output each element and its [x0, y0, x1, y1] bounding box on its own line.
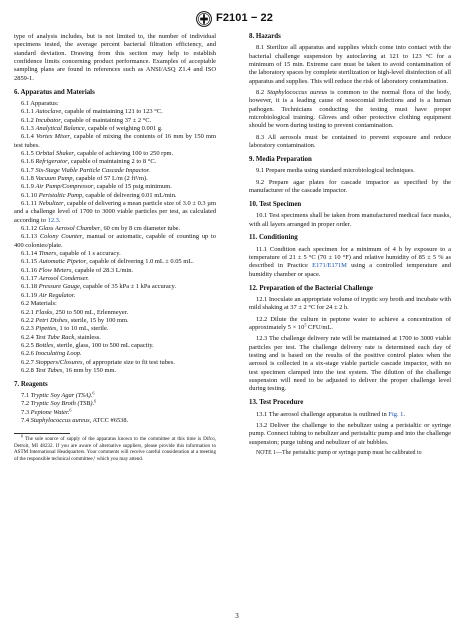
page-number: 3: [235, 612, 239, 620]
practice-e171-link[interactable]: E171/E171M: [312, 262, 347, 270]
clause-6-1-17: 6.1.17 Aerosol Condenser.: [21, 275, 89, 283]
clause-6-1-1: 6.1.1 Autoclave, capable of maintaining 121 to 123 °C.: [21, 108, 163, 116]
clause-6-1-14: 6.1.14 Timers, capable of 1 s accuracy.: [21, 250, 121, 258]
clause-8-2: 8.2 Staphylococcus aureus is common to the normal flora of the body, however, it is a leading cause of nosocomial infections and is a human pathogen. Technicians conducting the testing must have proper microbiological training. Gloves and other protective clothing equipment should be worn during testing to prevent contamination.: [249, 89, 452, 130]
section-13-heading: 13. Test Procedure: [249, 399, 304, 407]
clause-13-2: 13.2 Deliver the challenge to the nebulizer using a peristaltic or syringe pump. Connect tubing to nebulizer and peristaltic pump and into the challenge suspension; purge tubing and nebulizer of air bubbles.: [249, 421, 452, 446]
note-1: NOTE 1—The peristaltic pump or syringe pump must be calibrated to: [256, 449, 422, 456]
document-designation: F2101 − 22: [216, 12, 273, 24]
clause-6-1: 6.1 Apparatus:: [21, 99, 59, 107]
clause-12-3: 12.3 The challenge delivery rate will be maintained at 1700 to 3000 viable particles per test. The challenge delivery rate is determined each day of testing and is based on the results of the positive control plates when the aerosol is collected in a six-stage viable particle cascade impactor, with no test specimen clamped into the test system. The dilution of the challenge suspension will need to be adjusted to deliver the proper challenge level during testing.: [249, 335, 451, 393]
clause-6-2-3: 6.2.3 Pipettes, 1 to 10 mL, sterile.: [21, 325, 109, 333]
section-11-heading: 11. Conditioning: [249, 234, 298, 242]
clause-6-1-2: 6.1.2 Incubator, capable of maintaining 37 ± 2 °C.: [21, 116, 152, 124]
clause-6-1-4: 6.1.4 Vortex Mixer, capable of mixing the contents of 16 mm by 150 mm test tubes.: [14, 133, 216, 149]
astm-logo-icon: [196, 11, 212, 27]
right-column: [249, 33, 451, 458]
clause-6-1-3: 6.1.3 Analytical Balance, capable of weighing 0.001 g.: [21, 124, 163, 132]
clause-6-1-7: 6.1.7 Six-Stage Viable Particle Cascade Impactor.: [21, 166, 150, 174]
clause-6-1-16: 6.1.16 Flow Meters, capable of 28.3 L/min.: [21, 266, 134, 274]
clause-6-2-8: 6.2.8 Test Tubes, 16 mm by 150 mm.: [21, 366, 117, 374]
section-10-heading: 10. Test Specimen: [249, 200, 302, 208]
clause-11-1: 11.1 Condition each specimen for a minimum of 4 h by exposure to a temperature of 21 ± 5 °C (70 ± 10 °F) and relative humidity of 85 ± 5 % as described in Practice E171/E171M using a controlled temperature and humidity chamber or space.: [249, 245, 451, 278]
clause-6-2-5: 6.2.5 Bottles, sterile, glass, 100 to 500 mL capacity.: [21, 341, 154, 349]
clause-6-1-5: 6.1.5 Orbital Shaker, capable of achieving 100 to 250 rpm.: [21, 149, 174, 157]
clause-6-1-19: 6.1.19 Air Regulator.: [21, 291, 76, 299]
section-7-heading: 7. Reagents: [14, 380, 48, 388]
clause-7-1: 7.1 Tryptic Soy Agar (TSA).$^6$: [21, 390, 95, 400]
clause-12-2: 12.2 Dilute the culture in peptone water to achieve a concentration of approximately $5 \times 10^5$ CFU/mL.: [249, 315, 451, 331]
figure-1-link[interactable]: Fig. 1: [388, 410, 404, 418]
page-header: [0, 10, 474, 30]
clause-6-1-13: 6.1.13 Colony Counter, manual or automatic, capable of counting up to 400 colonies/plate.: [14, 233, 217, 249]
clause-8-3: 8.3 All aerosols must be contained to prevent exposure and reduce laboratory contamination.: [249, 133, 451, 150]
section-8-heading: 8. Hazards: [249, 33, 281, 40]
clause-12-1: 12.1 Inoculate an appropriate volume of tryptic soy broth and incubate with mild shaking at 37 ± 2 °C for 24 ± 2 h.: [249, 295, 451, 312]
clause-6-1-8: 6.1.8 Vacuum Pump, capable of 57 L/m (2 ft³/m).: [21, 175, 148, 182]
clause-6-2-2: 6.2.2 Petri Dishes, sterile, 15 by 100 mm.: [21, 316, 129, 324]
clause-6-2-4: 6.2.4 Test Tube Rack, stainless.: [21, 333, 101, 341]
section-6-heading: 6. Apparatus and Materials: [14, 88, 95, 96]
section-9-heading: 9. Media Preparation: [249, 155, 312, 163]
intro-paragraph: type of analysis includes, but is not limited to, the number of individual specimens tested, the average percent bacterial filtration efficiency, and standard deviation. Drawing from this section may help to establish confidence limits concerning product performance. Examples of acceptable sampling plans are found in references such as ANSI/ASQ Z1.4 and ISO 2859-1.: [14, 33, 216, 82]
clause-6-1-9: 6.1.9 Air Pump/Compressor, capable of 15 psig minimum.: [21, 183, 172, 191]
clause-8-1: 8.1 Sterilize all apparatus and supplies which come into contact with the bacterial challenge suspension by autoclaving at 121 to 123 °C for a minimum of 15 min. Extreme care must be taken to avoid contamination of the laboratory spaces by complete sterilization or high-level disinfection of all apparatus and supplies. This will reduce the risk of laboratory contamination.: [249, 44, 451, 85]
clause-6-2-7: 6.2.7 Stoppers/Closures, of appropriate size to fit test tubes.: [21, 358, 175, 366]
clause-13-1: 13.1 The aerosol challenge apparatus is outlined in Fig. 1.: [256, 410, 405, 418]
clause-12-3-link[interactable]: 12.3: [47, 216, 59, 224]
clause-7-4: 7.4 Staphylococcus aureus, ATCC #6538.: [21, 417, 129, 425]
clause-9-2: 9.2 Prepare agar plates for cascade impactor as specified by the manufacturer of the cascade impactor.: [249, 178, 451, 194]
clause-6-1-11: 6.1.11 Nebulizer, capable of delivering a mean particle size of 3.0 ± 0.3 µm and a challenge level of 1700 to 3000 viable particles per test, as calculated according to 12.3.: [14, 200, 216, 224]
clause-7-3: 7.3 Peptone Water.$^6$: [21, 407, 72, 416]
clause-6-2: 6.2 Materials:: [21, 300, 57, 308]
clause-6-1-12: 6.1.12 Glass Aerosol Chamber, 60 cm by 8 cm diameter tube.: [21, 225, 181, 233]
clause-6-1-10: 6.1.10 Peristaltic Pump, capable of delivering 0.01 mL/min.: [21, 191, 177, 199]
section-12-heading: 12. Preparation of the Bacterial Challenge: [249, 284, 373, 292]
clause-9-1: 9.1 Prepare media using standard microbiological techniques.: [256, 167, 415, 175]
clause-6-2-6: 6.2.6 Inoculating Loop.: [21, 350, 82, 358]
clause-10-1: 10.1 Test specimens shall be taken from manufactured medical face masks, with all layers arranged in proper order.: [249, 212, 451, 228]
clause-6-1-18: 6.1.18 Pressure Gauge, capable of 35 kPa ± 1 kPa accuracy.: [21, 283, 176, 291]
clause-6-2-1: 6.2.1 Flasks, 250 to 500 mL, Erlenmeyer.: [21, 308, 129, 316]
clause-6-1-15: 6.1.15 Automatic Pipetor, capable of delivering 1.0 mL ± 0.05 mL.: [21, 258, 194, 266]
left-column: [14, 33, 216, 462]
clause-7-2: 7.2 Tryptic Soy Broth (TSB).$^6$: [21, 398, 97, 408]
clause-6-1-6: 6.1.6 Refrigerator, capable of maintaining 2 to 8 °C.: [21, 158, 157, 166]
footnote-6: $^6$ The sole source of supply of the apparatus known to the committee at this time is Difco, Detroit, MI 48232. If you are aware of alternative suppliers, please provide this information to ASTM International Headquarters. Your comments will receive careful consideration at a meeting of the responsible technical committee,¹ which you may attend.: [14, 433, 216, 462]
